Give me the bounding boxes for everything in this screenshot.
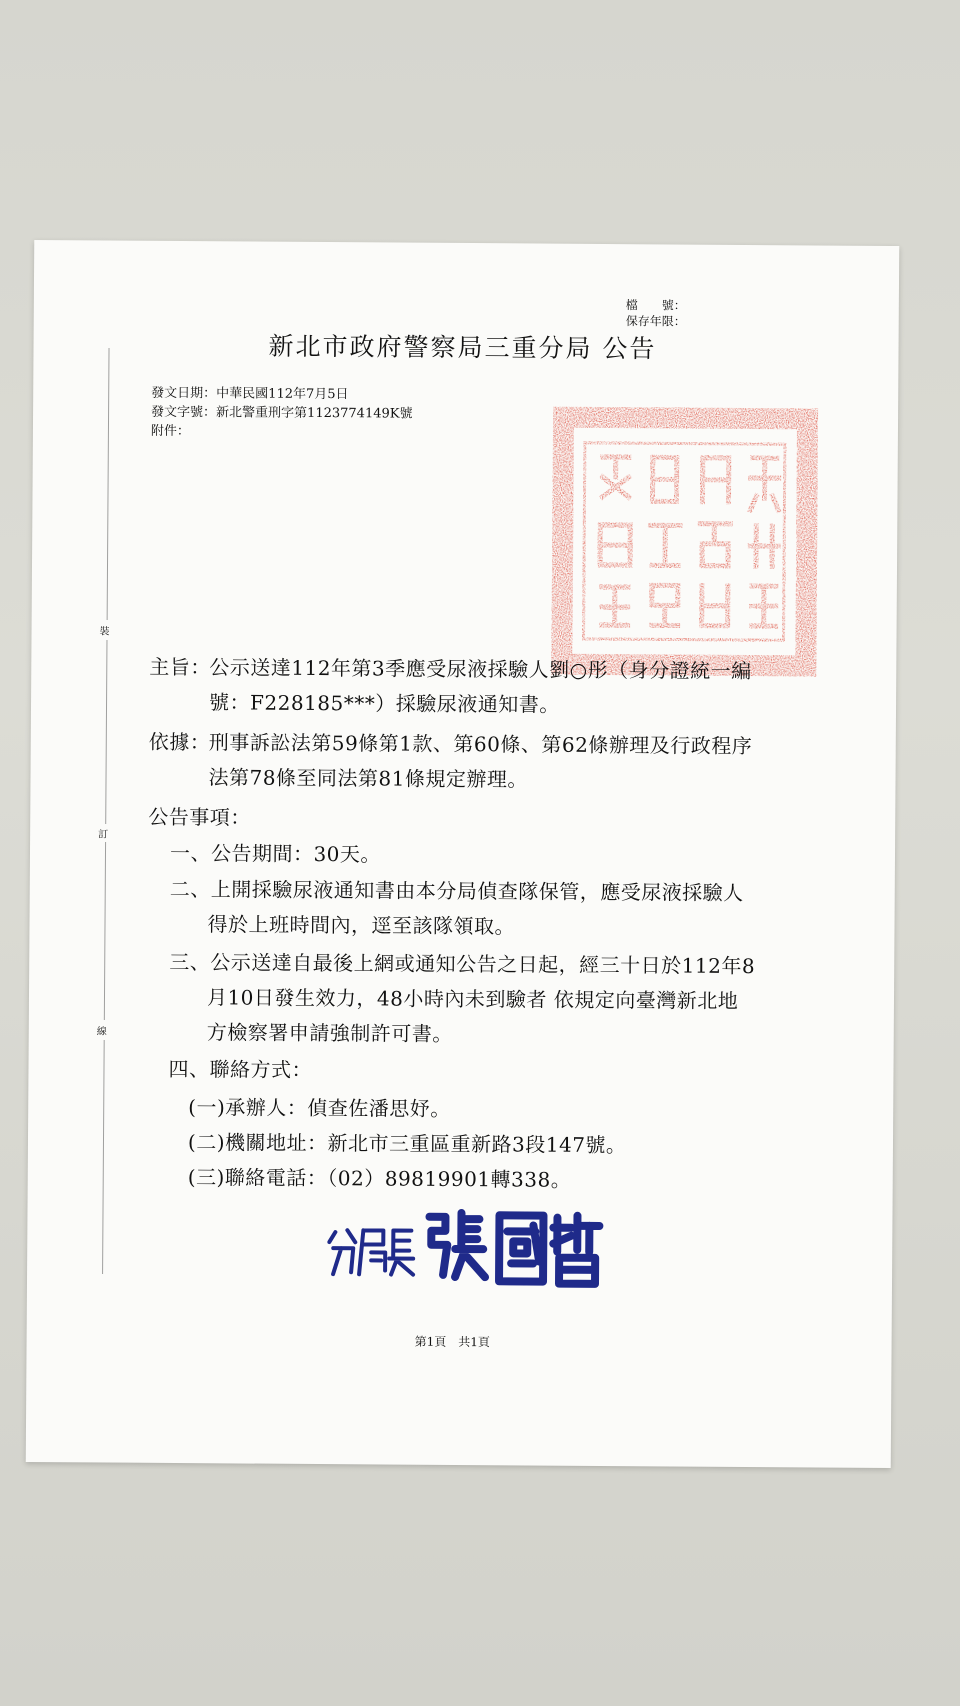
items-label: 公告事項： bbox=[148, 804, 251, 830]
item-2-line-2: 得於上班時間內，逕至該隊領取。 bbox=[207, 912, 516, 939]
contact-3: (三)聯絡電話：（02）89819901轉338。 bbox=[187, 1165, 572, 1192]
subject-label: 主旨： bbox=[149, 654, 211, 680]
page-title: 新北市政府警察局三重分局 公告 bbox=[268, 331, 657, 364]
basis-line-2: 法第78條至同法第81條規定辦理。 bbox=[208, 765, 529, 792]
contact-1: (一)承辦人：偵查佐潘思妤。 bbox=[188, 1095, 451, 1121]
item-3-line-1: 三、公示送達自最後上網或通知公告之日起，經三十日於112年8 bbox=[169, 949, 756, 979]
official-seal bbox=[551, 407, 818, 677]
binding-char-1: 裝 bbox=[99, 620, 109, 639]
item-1: 一、公告期間：30天。 bbox=[169, 840, 382, 867]
item-3-line-2: 月10日發生效力，48小時內未到驗者 依規定向臺灣新北地 bbox=[206, 985, 739, 1013]
document-page bbox=[26, 240, 900, 1468]
contact-2: (二)機關地址：新北市三重區重新路3段147號。 bbox=[187, 1130, 627, 1158]
retention-label: 保存年限： bbox=[625, 314, 686, 329]
item-4: 四、聯絡方式： bbox=[168, 1056, 313, 1082]
file-no-label: 檔 號： bbox=[625, 298, 686, 313]
page-footer: 第1頁 共1頁 bbox=[414, 1334, 490, 1350]
item-2-line-1: 二、上開採驗尿液通知書由本分局偵查隊保管，應受尿液採驗人 bbox=[169, 876, 744, 905]
binding-char-2: 訂 bbox=[98, 823, 108, 842]
basis-line-1: 刑事訴訟法第59條第1款、第60條、第62條辦理及行政程序 bbox=[208, 730, 753, 759]
binding-char-3: 線 bbox=[97, 1020, 107, 1039]
binding-line bbox=[102, 349, 109, 1274]
basis-label: 依據： bbox=[148, 729, 211, 755]
subject-line-1: 公示送達112年第3季應受尿液採驗人劉○彤（身分證統一編 bbox=[209, 655, 752, 684]
attachment-label: 附件： bbox=[150, 423, 191, 440]
subject-line-2: 號：F228185***）採驗尿液通知書。 bbox=[208, 690, 560, 717]
signature-stamp bbox=[327, 1202, 613, 1294]
doc-number: 發文字號：新北警重刑字第1123774149K號 bbox=[151, 404, 413, 422]
issue-date: 發文日期：中華民國112年7月5日 bbox=[151, 385, 349, 403]
item-3-line-3: 方檢察署申請強制許可書。 bbox=[206, 1020, 453, 1046]
